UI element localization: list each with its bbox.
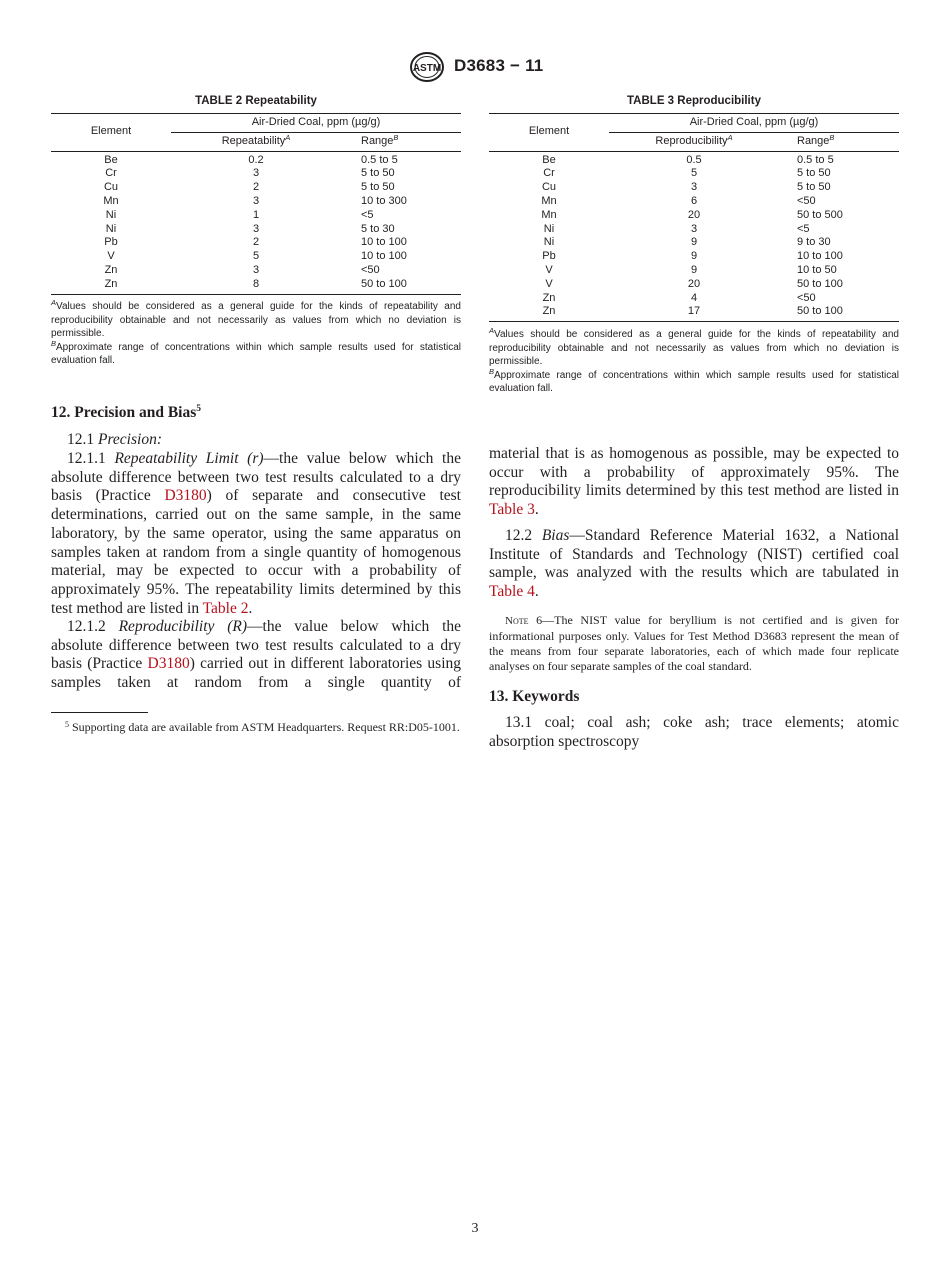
table-row: Zn 3 <50: [104, 263, 380, 276]
table-row: Be 0.2 0.5 to 5: [104, 153, 398, 166]
link-d3180[interactable]: D3180: [147, 655, 190, 673]
table-row: V 5 10 to 100: [107, 250, 407, 263]
table2-note-a: $^A$Values should be considered as a general guide for the kinds of repeatability and reproducibility obtainable and not necessarily as values from which no deviation is permissible.: [51, 298, 461, 339]
table-row: Ni 9 9 to 30: [543, 236, 831, 249]
paragraph-13-1: 13.1 coal; coal ash; coke ash; trace elements; atomic absorption spectroscopy: [489, 714, 899, 750]
table2: [51, 113, 461, 295]
table-row: Be 0.5 0.5 to 5: [542, 153, 834, 166]
table2-notes: [51, 300, 461, 368]
table-row: Zn 17 50 to 100: [489, 305, 899, 321]
table3-col-range: Range$^B$: [779, 132, 899, 151]
table-row: V 20 50 to 100: [545, 277, 843, 290]
table2-col-element: Element: [51, 114, 171, 152]
link-table-2[interactable]: Table 2: [202, 599, 249, 617]
footnote-5: $^5$ Supporting data are available from ASTM Headquarters. Request RR:D05-1001.: [65, 720, 460, 734]
section-12-heading: 12. Precision and Bias$^5$: [51, 404, 202, 421]
table2-col-value: Repeatability$^A$: [171, 132, 341, 151]
note-6: Note 6—The NIST value for beryllium is not certified and is given for informational purposes only. Values for Test Method D3683 represent the mean of the means from four separate laboratories, each of which made four replicate analyses on four separate samples of the coal standard.: [489, 613, 899, 673]
table2-note-b: $^B$Approximate range of concentrations within which sample results used for statistical evaluation fall.: [51, 338, 461, 366]
astm-logo: [410, 52, 444, 82]
table-row: Mn 6 <50: [541, 194, 816, 207]
paragraph-12-1-2: 12.1.2 Reproducibility (R)—the value below which the absolute difference between two test results calculated to a dry basis (Practice D3180) carried out in different laboratories using samples taken at random from a single quantity of: [51, 618, 462, 692]
logo-text: ASTM: [412, 63, 442, 74]
table3-notes: [489, 328, 899, 396]
table3-title: TABLE 3 Reproducibility: [627, 95, 761, 107]
table3-note-b: $^B$Approximate range of concentrations within which sample results used for statistical evaluation fall.: [489, 366, 899, 394]
link-table-4[interactable]: Table 4: [489, 583, 535, 601]
table-row: Cr 3 5 to 50: [105, 167, 395, 180]
table-row: Mn 3 10 to 300: [103, 194, 407, 207]
table-row: Zn 8 50 to 100: [51, 278, 461, 294]
table3-note-a: $^A$Values should be considered as a general guide for the kinds of repeatability and reproducibility obtainable and not necessarily as values from which no deviation is permissible.: [489, 326, 899, 367]
table3: [489, 113, 899, 322]
table-row: Ni 3 5 to 30: [105, 222, 395, 235]
paragraph-12-1-1: 12.1.1 Repeatability Limit (r)—the value below which the absolute difference between two test results calculated to a dry basis (Practice D3180) of separate and consecutive test determinations, carried out on the same sample, in the same laboratory, by the same operator, using the same apparatus on samples taken at random from a single quantity of homogenous material, may be expected to occur with a probability of approximately 95%. The repeatability limits determined by this test method are listed in Table 2.: [51, 450, 461, 617]
table-row: Cu 2 5 to 50: [103, 181, 395, 194]
table-row: Cr 5 5 to 50: [543, 167, 831, 180]
table-row: Ni 3 <5: [543, 222, 810, 235]
doc-number: D3683 − 11: [454, 56, 544, 75]
table-row: V 9 10 to 50: [545, 263, 837, 276]
link-d3180[interactable]: D3180: [164, 487, 207, 505]
paragraph-12-2: 12.2 Bias—Standard Reference Material 1632, a National Institute of Standards and Technology (NIST) certified coal sample, was analyzed with the results which are tabulated in Table 4.: [489, 527, 899, 601]
table-row: Pb 2 10 to 100: [104, 236, 407, 249]
table2-col-group: Air-Dried Coal, ppm (µg/g): [171, 114, 461, 133]
table3-col-group: Air-Dried Coal, ppm (µg/g): [609, 114, 899, 133]
paragraph-12-1-2-continued: material that is as homogenous as possible, may be expected to occur with a probability of approximately 95%. The reproducibility limits determined by this test method are listed in Table 3.: [489, 445, 899, 519]
table3-col-value: Reproducibility$^A$: [609, 132, 779, 151]
table2-col-range: Range$^B$: [341, 132, 461, 151]
table-row: Cu 3 5 to 50: [541, 181, 831, 194]
link-table-3[interactable]: Table 3: [489, 501, 535, 519]
table-row: Ni 1 <5: [105, 208, 374, 221]
table-row: Zn 4 <50: [542, 291, 816, 304]
table2-title: TABLE 2 Repeatability: [195, 95, 317, 107]
table-row: Mn 20 50 to 500: [541, 208, 843, 221]
table-row: Pb 9 10 to 100: [542, 250, 843, 263]
table3-col-element: Element: [489, 114, 609, 152]
footnote-rule: [51, 712, 148, 713]
page-number: 3: [471, 1221, 479, 1236]
paragraph-12-1: 12.1 Precision:: [67, 431, 162, 448]
section-13-heading: 13. Keywords: [489, 688, 580, 705]
